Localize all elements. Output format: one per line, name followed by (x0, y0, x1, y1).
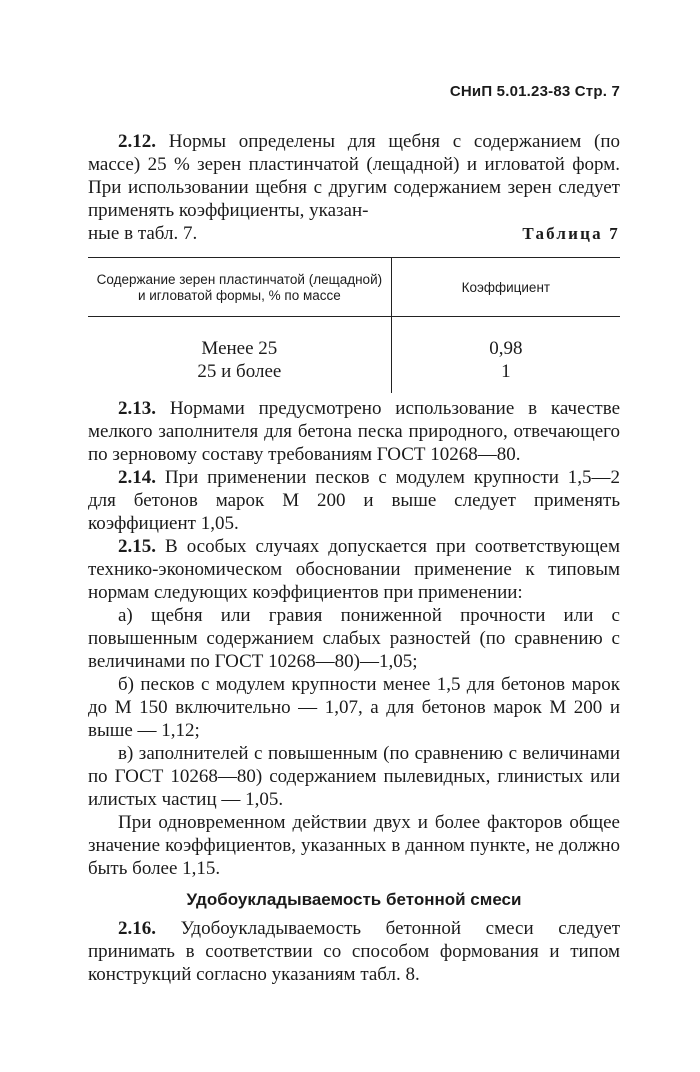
list-item-a: а) щебня или гравия пониженной прочности или с повышенным содержанием слабых разностей (по сравнению с величинами по ГОСТ 10268—80)—1,05; (88, 605, 620, 672)
paragraph-text: В особых случаях допускается при соответствующем технико-экономическом обосновании применение к типовым нормам следующих коэффициентов при применении: (88, 536, 620, 603)
paragraph-2-14 (88, 466, 620, 535)
paragraph-2-12 (88, 130, 620, 245)
section-heading: Удобоукладываемость бетонной смеси (186, 890, 522, 909)
table-cell (391, 317, 620, 394)
page-content (88, 130, 620, 986)
paragraph-text: Нормами предусмотрено использование в качестве мелкого заполнителя для бетона песка природного, отвечающего по зерновому составу требованиям ГОСТ 10268—80. (88, 398, 620, 465)
paragraph-2-13 (88, 397, 620, 466)
table-cell-value: Менее 25 (201, 338, 278, 359)
table-cell-value: 0,98 (489, 338, 523, 359)
paragraph-number: 2.15. (118, 536, 156, 557)
paragraph-text: При применении песков с модулем крупности 1,5—2 для бетонов марок М 200 и выше следует применять коэффициент 1,05. (88, 467, 621, 534)
list-item-c: в) заполнителей с повышенным (по сравнению с величинами по ГОСТ 10268—80) содержанием пылевидных, глинистых или илистых частиц — 1,05. (88, 743, 620, 810)
running-head: СНиП 5.01.23-83 Стр. 7 (449, 83, 620, 100)
paragraph-note: При одновременном действии двух и более факторов общее значение коэффициентов, указанных в данном пункте, не должно быть более 1,15. (88, 812, 620, 879)
paragraph-text: Нормы определены для щебня с содержанием (по массе) 25 % зерен пластинчатой (лещадной) и игловатой форм. При использовании щебня с другим содержанием зерен следует применять коэффициенты, указан- (88, 131, 620, 221)
paragraph-number: 2.13. (118, 398, 156, 419)
paragraph-number: 2.16. (118, 918, 156, 939)
paragraph-2-16 (88, 917, 620, 986)
table-header-row (88, 258, 620, 317)
paragraph-last-line: ные в табл. 7. (88, 223, 198, 244)
paragraph-2-15 (88, 535, 620, 880)
table-row (88, 317, 620, 394)
table-column-header: Содержание зерен пластинчатой (лещадной) и игловатой формы, % по массе (88, 258, 391, 317)
paragraph-number: 2.12. (118, 131, 156, 152)
table-column-header: Коэффициент (391, 258, 620, 317)
table-cell-value: 25 и более (197, 361, 282, 382)
list-item-b: б) песков с модулем крупности менее 1,5 для бетонов марок до М 150 включительно — 1,07, а для бетонов марок М 200 и выше — 1,12; (88, 674, 620, 741)
paragraph-number: 2.14. (118, 467, 156, 488)
table-cell-value: 1 (501, 361, 511, 382)
table-cell (88, 317, 391, 394)
paragraph-text: Удобоукладываемость бетонной смеси следует принимать в соответствии со способом формования и типом конструкций согласно указаниям табл. 8. (88, 918, 620, 985)
table-7 (88, 257, 620, 393)
table-caption: Таблица 7 (522, 224, 620, 243)
